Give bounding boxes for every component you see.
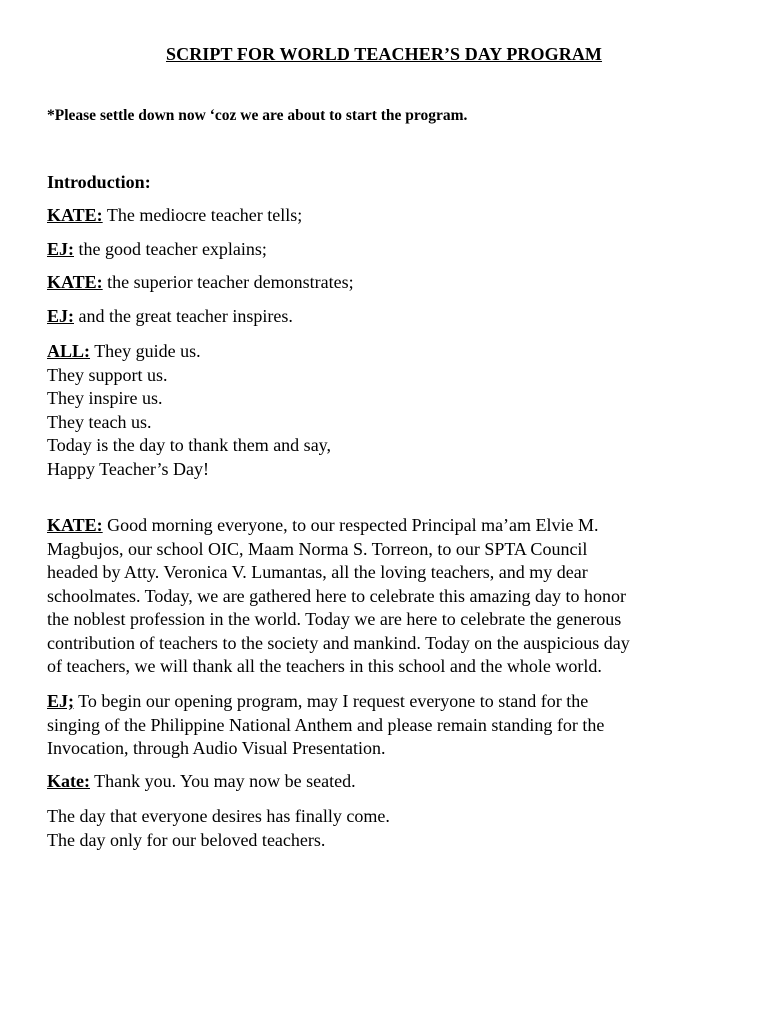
ej-opening-speech	[47, 690, 737, 761]
line-text: the good teacher explains;	[74, 239, 267, 259]
line-text: They guide us.	[90, 341, 201, 361]
closing-lines	[47, 805, 737, 852]
all-line-6: Happy Teacher’s Day!	[47, 458, 210, 479]
introduction-heading: Introduction:	[47, 172, 151, 192]
speaker-label: KATE:	[47, 515, 103, 535]
line-text: the superior teacher demonstrates;	[102, 272, 354, 292]
all-line-1	[47, 340, 737, 364]
all-line-4: They teach us.	[47, 411, 152, 432]
line-text: To begin our opening program, may I request everyone to stand for the	[74, 691, 589, 711]
intro-line-3	[47, 272, 354, 293]
speech-line: headed by Atty. Veronica V. Lumantas, all the loving teachers, and my dear	[47, 562, 588, 582]
speaker-label: EJ:	[47, 239, 74, 259]
intro-line-4	[47, 306, 293, 327]
speaker-label: ALL:	[47, 341, 91, 361]
document-title: SCRIPT FOR WORLD TEACHER’S DAY PROGRAM	[165, 44, 603, 64]
speech-line: schoolmates. Today, we are gathered here to celebrate this amazing day to honor	[47, 585, 627, 606]
line-text: Thank you. You may now be seated.	[89, 771, 356, 791]
settle-down-notice: *Please settle down now ‘coz we are about to start the program.	[47, 107, 468, 124]
speech-line: Magbujos, our school OIC, Maam Norma S. Torreon, to our SPTA Council	[47, 538, 588, 559]
closing-line-2: The day only for our beloved teachers.	[47, 829, 326, 850]
all-line-2: They support us.	[47, 364, 168, 385]
speaker-label: Kate:	[47, 771, 90, 791]
kate-thanks-line	[47, 771, 356, 792]
speaker-label: KATE:	[47, 205, 103, 225]
speech-line	[47, 514, 737, 538]
speech-line: of teachers, we will thank all the teachers in this school and the whole world.	[47, 656, 602, 676]
intro-line-2	[47, 239, 267, 260]
speech-line: contribution of teachers to the society and mankind. Today on the auspicious day	[47, 632, 630, 653]
line-text: Good morning everyone, to our respected Principal ma’am Elvie M.	[102, 515, 599, 535]
speech-line: singing of the Philippine National Anthem and please remain standing for the	[47, 714, 605, 735]
speech-line: Invocation, through Audio Visual Presentation.	[47, 738, 386, 758]
speaker-label: EJ:	[47, 306, 74, 326]
intro-line-1	[47, 205, 302, 226]
speaker-label: EJ;	[47, 691, 74, 711]
kate-welcome-speech	[47, 514, 737, 679]
speech-line	[47, 690, 737, 714]
line-text: The mediocre teacher tells;	[102, 205, 303, 225]
line-text: and the great teacher inspires.	[74, 306, 293, 326]
closing-line-1: The day that everyone desires has finally come.	[47, 806, 390, 826]
speaker-label: KATE:	[47, 272, 103, 292]
all-line-3: They inspire us.	[47, 388, 163, 408]
all-chorus-block	[47, 340, 737, 481]
all-line-5: Today is the day to thank them and say,	[47, 435, 332, 455]
speech-line: the noblest profession in the world. Today we are here to celebrate the generous	[47, 609, 622, 629]
